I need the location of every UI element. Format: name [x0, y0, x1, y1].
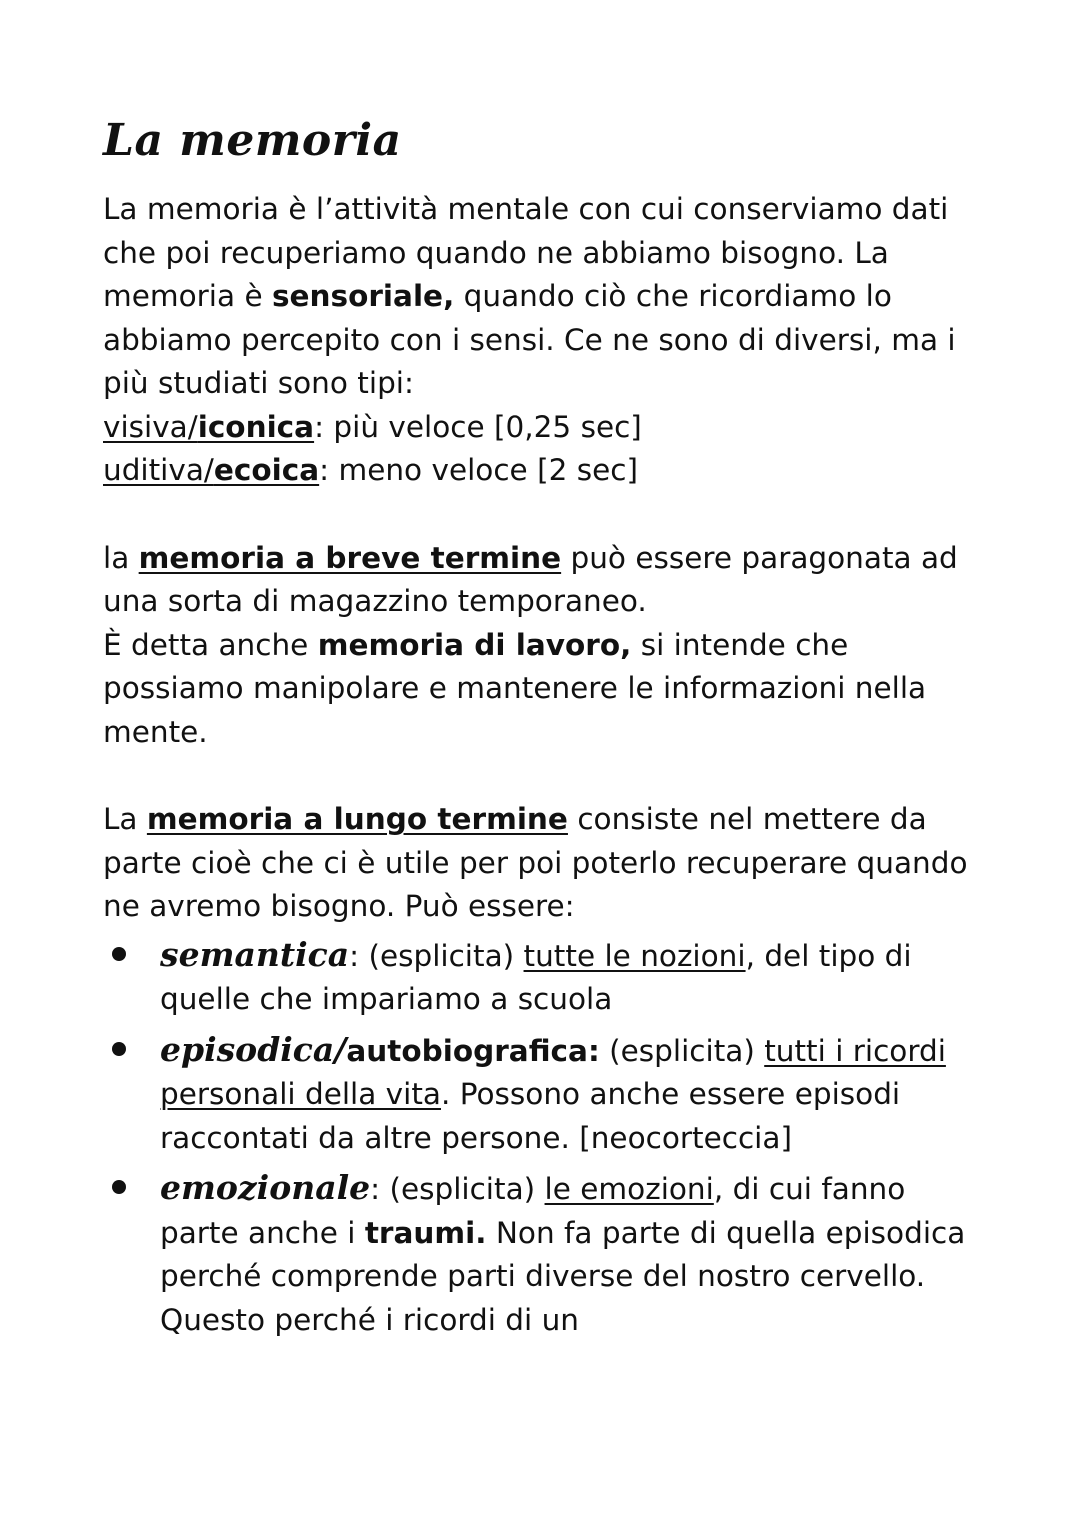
list-item-episodica: [103, 1028, 983, 1161]
breve-termine-paragraph: [103, 537, 983, 755]
text: Non fa parte di quella episodica perché comprende parti diverse del nostro cervello. Questo perché i ricordi di un: [160, 1215, 966, 1337]
term-memoria-breve: memoria a breve termine: [138, 540, 562, 575]
text: visiva/: [103, 409, 198, 444]
list-item-semantica: [103, 933, 983, 1022]
type-name-emozionale: emozionale: [160, 1168, 371, 1207]
type-name-episodica: episodica/: [160, 1029, 347, 1069]
type-name-semantica: semantica: [160, 934, 350, 974]
text: :: [319, 453, 330, 487]
term-memoria-lavoro: memoria di lavoro,: [317, 627, 632, 662]
type-name-autobiografica: autobiografica:: [346, 1033, 600, 1068]
text: , di cui fanno parte anche i: [160, 1172, 906, 1250]
text: . Possono anche essere episodi raccontati da altre persone. [neocorteccia]: [160, 1077, 901, 1155]
lungo-termine-paragraph: [103, 798, 983, 929]
text: può essere paragonata ad una sorta di magazzino temporaneo.: [103, 540, 958, 618]
text: quando ciò che ricordiamo lo abbiamo percepito con i sensi. Ce ne sono di diversi, ma i più studiati sono tipi:: [103, 279, 956, 400]
text: : (esplicita): [370, 1172, 545, 1206]
text: La: [103, 802, 147, 836]
text: consiste nel mettere da parte cioè che ci è utile per poi poterlo recuperare quando ne avremo bisogno. Può essere:: [103, 802, 968, 923]
term-sensoriale: sensoriale,: [271, 279, 455, 313]
text: uditiva/: [103, 453, 214, 487]
term-ecoica: ecoica: [213, 453, 320, 487]
text: È detta anche: [103, 627, 318, 662]
term-traumi: traumi.: [364, 1215, 487, 1250]
term-memoria-lungo: memoria a lungo termine: [146, 802, 568, 836]
text: meno veloce [2 sec]: [329, 453, 638, 487]
intro-definition: La memoria è l’attività mentale con cui conserviamo dati che poi recuperiamo quando ne abbiamo bisogno.: [103, 192, 949, 270]
term-iconica: iconica: [197, 409, 315, 444]
text: :: [314, 409, 325, 444]
document-page: [103, 112, 983, 1348]
bullet-icon: [112, 947, 126, 961]
text: si intende che possiamo manipolare e mantenere le informazioni nella mente.: [103, 627, 927, 749]
text: : (esplicita): [349, 938, 524, 973]
text: più veloce [0,25 sec]: [324, 409, 642, 444]
type-visiva: [103, 410, 314, 444]
text: La memoria è: [103, 235, 889, 313]
type-uditiva: [103, 453, 319, 487]
text: , del tipo di quelle che impariamo a scuola: [160, 938, 912, 1016]
memory-types-list: [103, 933, 983, 1343]
underlined-text: le emozioni: [544, 1172, 714, 1206]
underlined-text: tutte le nozioni: [523, 938, 746, 973]
text: la: [103, 540, 139, 575]
list-item-emozionale: [103, 1166, 983, 1342]
bullet-icon: [112, 1180, 126, 1194]
bullet-icon: [112, 1042, 126, 1056]
underlined-text: tutti i ricordi personali della vita: [160, 1033, 946, 1111]
intro-paragraph: [103, 188, 983, 493]
page-title: La memoria: [103, 115, 402, 166]
text: (esplicita): [599, 1033, 765, 1068]
